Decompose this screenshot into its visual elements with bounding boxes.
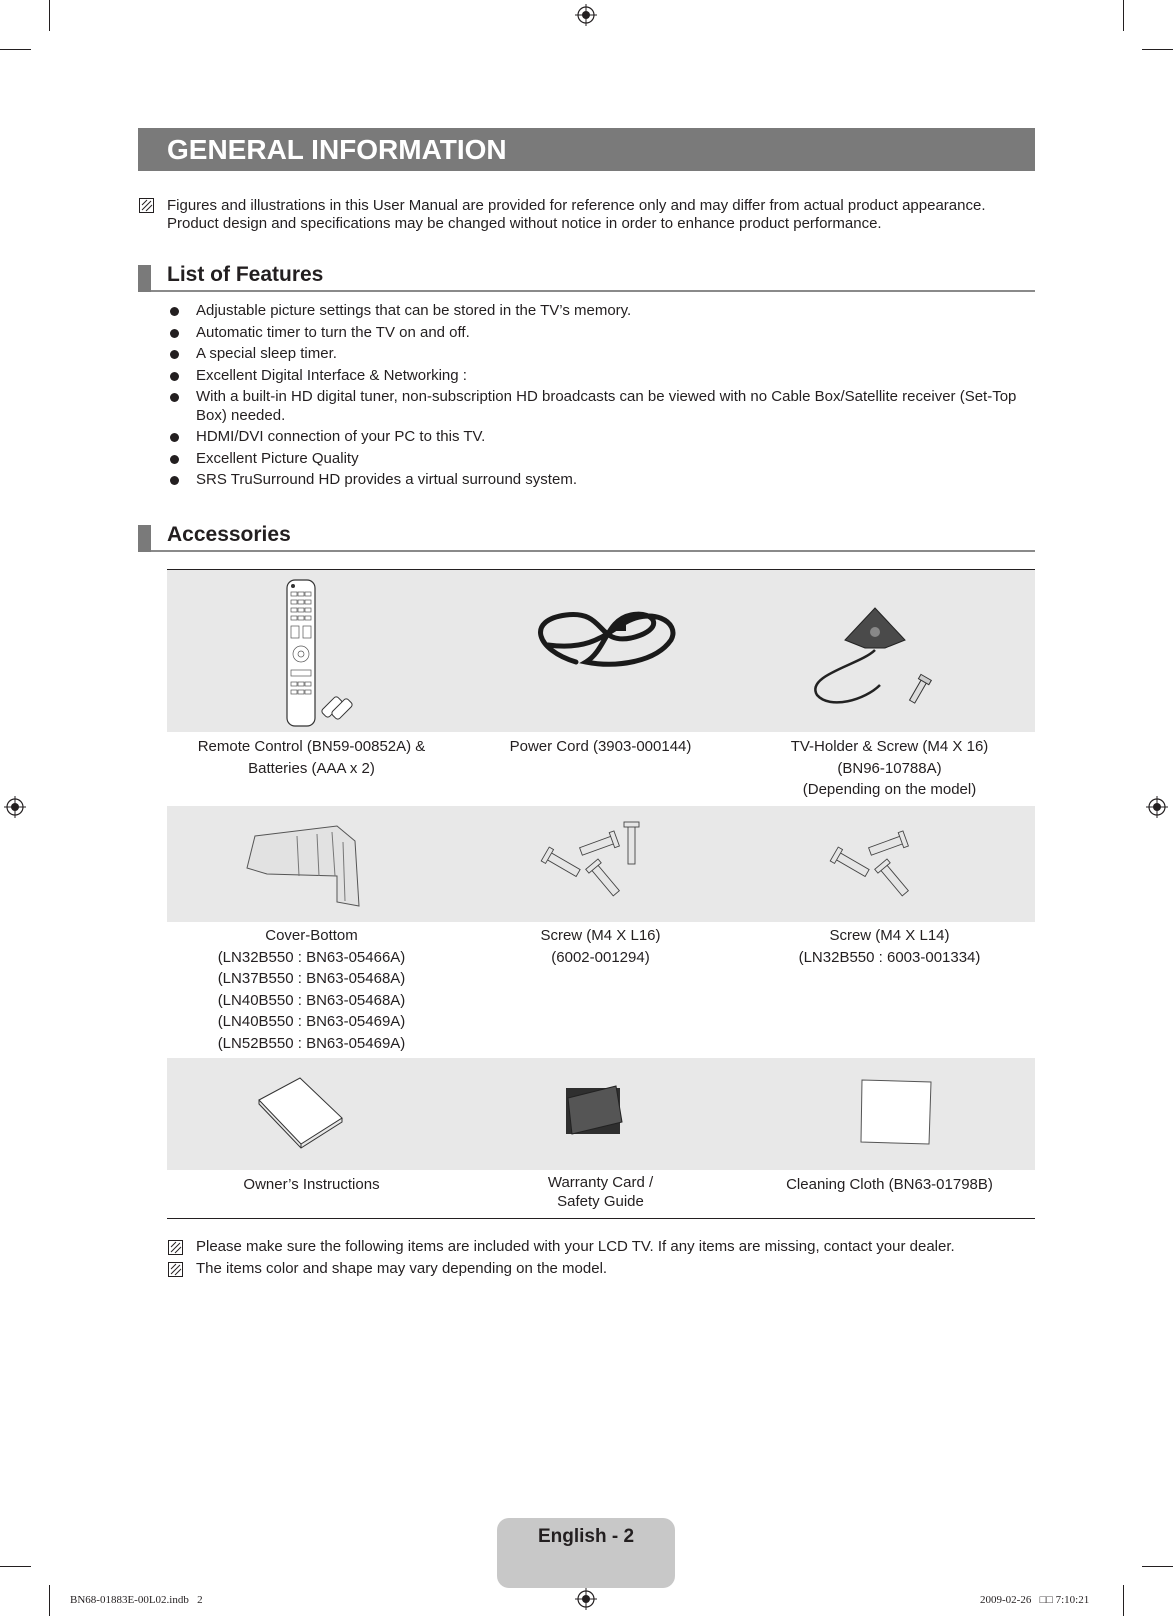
accessory-image-cell xyxy=(167,806,456,922)
cover-bottom-icon xyxy=(167,806,456,922)
feature-item: A special sleep timer. xyxy=(167,345,1037,364)
intro-note-line: Figures and illustrations in this User Manual are provided for reference only and may differ from actual product appearance. xyxy=(167,197,986,214)
slug-left: BN68-01883E-00L02.indb 2 xyxy=(70,1594,203,1606)
section-marker xyxy=(138,525,151,552)
accessory-image-row xyxy=(167,1058,1035,1170)
accessory-caption: Screw (M4 X L16) (6002-001294) xyxy=(540,927,661,966)
screw-set-icon xyxy=(745,806,1034,922)
accessories-heading-text: Accessories xyxy=(167,523,291,546)
warranty-card-icon xyxy=(456,1058,745,1170)
remote-control-icon xyxy=(167,570,456,732)
page-title: GENERAL INFORMATION xyxy=(138,128,1035,171)
feature-item: Automatic timer to turn the TV on and off. xyxy=(167,324,1037,343)
bullet-icon xyxy=(170,350,179,359)
bullet-icon xyxy=(170,372,179,381)
section-marker xyxy=(138,265,151,292)
registration-mark-icon xyxy=(4,796,26,818)
accessory-image-cell xyxy=(456,806,745,922)
table-rule xyxy=(167,1218,1035,1219)
power-cord-icon xyxy=(456,570,745,732)
slug-right: 2009-02-26 □□ 7:10:21 xyxy=(980,1594,1090,1606)
features-heading xyxy=(138,262,1035,292)
accessory-caption: Remote Control (BN59-00852A) & Batteries (AAA x 2) xyxy=(197,738,426,777)
feature-item: Excellent Digital Interface & Networking : xyxy=(167,367,1037,386)
crop-mark xyxy=(49,1585,50,1616)
bullet-icon xyxy=(170,433,179,442)
registration-mark-icon xyxy=(575,1588,597,1610)
accessory-caption: Cleaning Cloth (BN63-01798B) xyxy=(786,1176,993,1193)
manual-booklet-icon xyxy=(167,1058,456,1170)
accessory-image-row xyxy=(167,806,1035,922)
accessory-caption: Screw (M4 X L14) (LN32B550 : 6003-001334) xyxy=(798,927,981,966)
crop-mark xyxy=(1142,1566,1173,1567)
accessory-image-cell xyxy=(745,1058,1034,1170)
note-icon xyxy=(139,198,154,213)
page-number-tab: English - 2 xyxy=(497,1518,675,1588)
note-icon xyxy=(168,1240,183,1255)
feature-item: Excellent Picture Quality xyxy=(167,450,1037,469)
accessory-image-cell xyxy=(167,1058,456,1170)
accessory-image-cell xyxy=(456,1058,745,1170)
crop-mark xyxy=(1123,1585,1124,1616)
registration-mark-icon xyxy=(575,4,597,26)
feature-item: With a built-in HD digital tuner, non-subscription HD broadcasts can be viewed with no Cable Box/Satellite receiver (Set-Top Box) needed. xyxy=(167,388,1037,425)
accessories-heading xyxy=(138,522,1035,552)
cleaning-cloth-icon xyxy=(745,1058,1034,1170)
accessories-note: The items color and shape may vary depending on the model. xyxy=(196,1260,608,1277)
screw-set-icon xyxy=(456,806,745,922)
feature-item: HDMI/DVI connection of your PC to this TV. xyxy=(167,428,1037,447)
accessory-image-cell xyxy=(456,570,745,732)
accessory-caption: Cover-Bottom (LN32B550 : BN63-05466A) (LN37B550 : BN63-05468A) (LN40B550 : BN63-05468A) (LN40B550 : BN63-05469A) (LN52B550 : BN63-05469A) xyxy=(217,927,406,1052)
bullet-icon xyxy=(170,393,179,402)
intro-note-line: Product design and specifications may be changed without notice in order to enhance product performance. xyxy=(167,215,882,232)
bullet-icon xyxy=(170,329,179,338)
tv-holder-icon xyxy=(745,570,1034,732)
note-icon xyxy=(168,1262,183,1277)
bullet-icon xyxy=(170,476,179,485)
accessory-image-row xyxy=(167,570,1035,732)
crop-mark xyxy=(0,49,31,50)
bullet-icon xyxy=(170,455,179,464)
accessories-note: Please make sure the following items are included with your LCD TV. If any items are missing, contact your dealer. xyxy=(196,1238,955,1255)
accessory-image-cell xyxy=(167,570,456,732)
crop-mark xyxy=(49,0,50,31)
crop-mark xyxy=(1142,49,1173,50)
accessory-caption: Power Cord (3903-000144) xyxy=(509,738,692,755)
crop-mark xyxy=(1123,0,1124,31)
accessory-image-cell xyxy=(745,806,1034,922)
accessory-caption: Warranty Card / Safety Guide xyxy=(547,1174,654,1210)
feature-item: Adjustable picture settings that can be stored in the TV’s memory. xyxy=(167,302,1037,321)
accessory-caption: TV-Holder & Screw (M4 X 16) (BN96-10788A) (Depending on the model) xyxy=(790,738,989,798)
crop-mark xyxy=(0,1566,31,1567)
registration-mark-icon xyxy=(1146,796,1168,818)
feature-item: SRS TruSurround HD provides a virtual surround system. xyxy=(167,471,1037,490)
bullet-icon xyxy=(170,307,179,316)
accessory-image-cell xyxy=(745,570,1034,732)
features-heading-text: List of Features xyxy=(167,263,324,286)
features-list xyxy=(167,302,1037,493)
accessory-caption: Owner’s Instructions xyxy=(243,1176,380,1193)
